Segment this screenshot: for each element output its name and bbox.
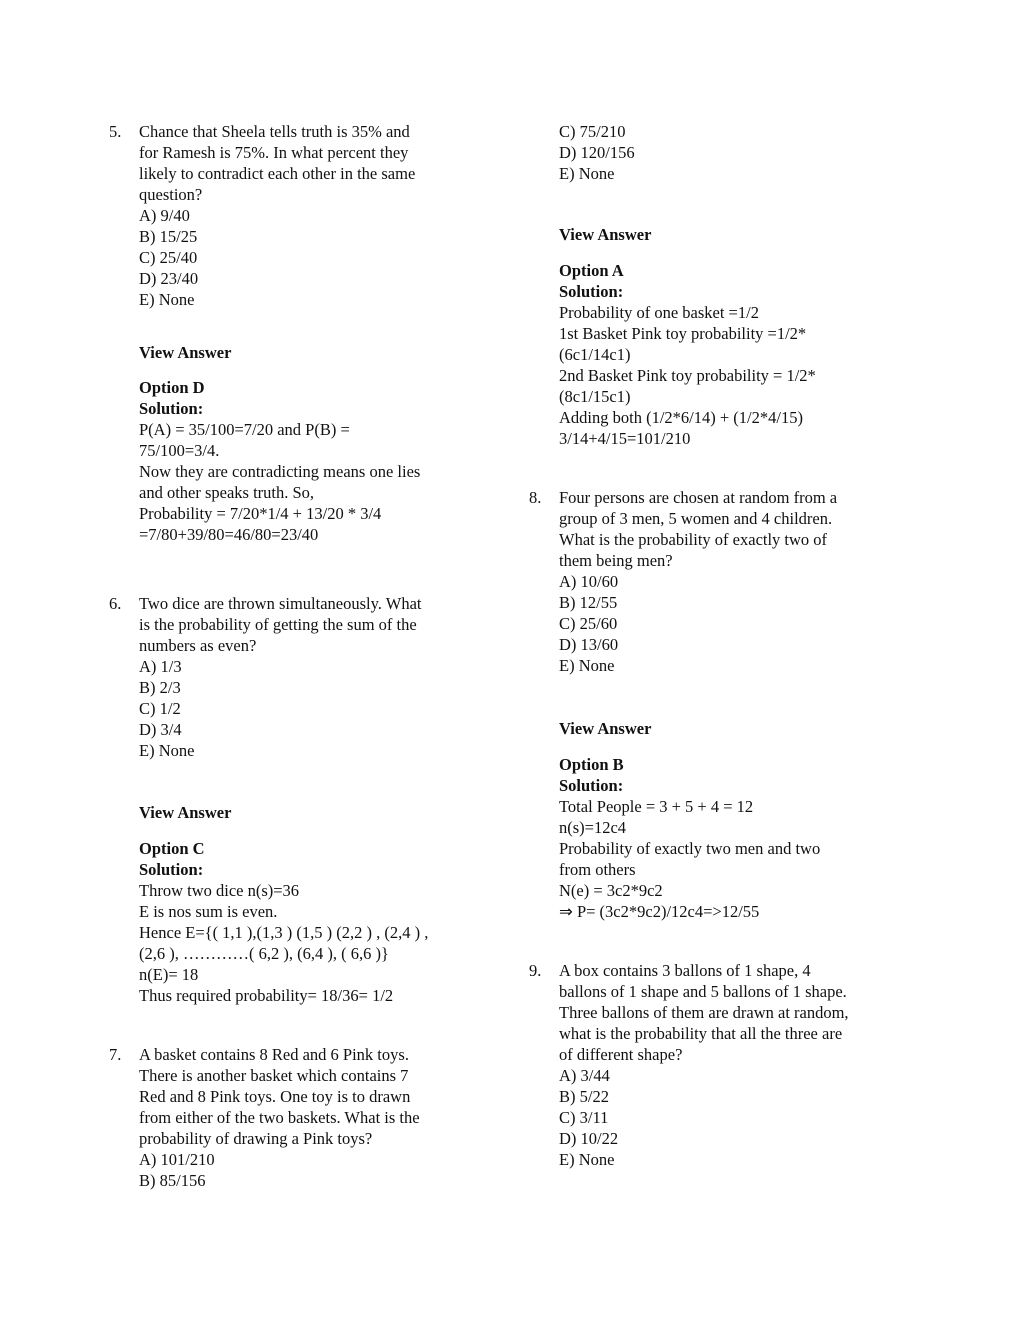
question-line: likely to contradict each other in the same	[139, 164, 416, 183]
question-number: 6.	[109, 594, 122, 613]
question-line: A basket contains 8 Red and 6 Pink toys.	[139, 1045, 409, 1064]
question-line: E) None	[559, 164, 615, 183]
question-number: 5.	[109, 122, 122, 141]
question-line: B) 15/25	[139, 227, 198, 246]
question-text	[139, 1044, 420, 1191]
view-answer-block	[559, 718, 651, 739]
solution-block	[559, 260, 816, 449]
question-line: C) 75/210	[559, 122, 626, 141]
solution-line: Probability of one basket =1/2	[559, 303, 759, 322]
solution-line: P(A) = 35/100=7/20 and P(B) =	[139, 420, 350, 439]
solution-line: Throw two dice n(s)=36	[139, 881, 300, 900]
question-line: C) 3/11	[559, 1108, 609, 1127]
question-text	[559, 960, 849, 1170]
question-line: Chance that Sheela tells truth is 35% and	[139, 122, 410, 141]
solution-line: from others	[559, 860, 636, 879]
question-line: E) None	[559, 1150, 615, 1169]
answer-option: Option D	[139, 378, 205, 397]
solution-line: 1st Basket Pink toy probability =1/2*	[559, 324, 807, 343]
question-line: what is the probability that all the three are	[559, 1024, 843, 1043]
question-line: of different shape?	[559, 1045, 683, 1064]
solution-line: 2nd Basket Pink toy probability = 1/2*	[559, 366, 816, 385]
solution-line: E is nos sum is even.	[139, 902, 278, 921]
solution-line: Total People = 3 + 5 + 4 = 12	[559, 797, 754, 816]
solution-block	[139, 377, 420, 545]
question-line: B) 12/55	[559, 593, 618, 612]
solution-line: 3/14+4/15=101/210	[559, 429, 691, 448]
view-answer-link[interactable]: View Answer	[559, 719, 652, 738]
question-line: Four persons are chosen at random from a	[559, 488, 838, 507]
view-answer-link[interactable]: View Answer	[139, 803, 232, 822]
solution-line: (2,6 ), …………( 6,2 ), (6,4 ), ( 6,6 )}	[139, 944, 389, 963]
solution-line: n(s)=12c4	[559, 818, 627, 837]
solution-line: =7/80+39/80=46/80=23/40	[139, 525, 319, 544]
question-line: B) 2/3	[139, 678, 181, 697]
solution-line: and other speaks truth. So,	[139, 483, 315, 502]
view-answer-link[interactable]: View Answer	[139, 343, 232, 362]
solution-label: Solution:	[139, 399, 204, 418]
answer-option: Option A	[559, 261, 624, 280]
view-answer-block	[139, 342, 231, 363]
question-line: D) 23/40	[139, 269, 199, 288]
question-line: There is another basket which contains 7	[139, 1066, 409, 1085]
question-line: them being men?	[559, 551, 673, 570]
view-answer-block	[559, 224, 651, 245]
solution-line: Adding both (1/2*6/14) + (1/2*4/15)	[559, 408, 803, 427]
question-text	[559, 487, 837, 676]
question-line: Three ballons of them are drawn at random,	[559, 1003, 849, 1022]
question-line: Two dice are thrown simultaneously. What	[139, 594, 422, 613]
question-line: C) 25/40	[139, 248, 198, 267]
question-text	[139, 121, 415, 310]
question-line: A) 101/210	[139, 1150, 215, 1169]
solution-line: (6c1/14c1)	[559, 345, 631, 364]
question-line: group of 3 men, 5 women and 4 children.	[559, 509, 833, 528]
question-line: from either of the two baskets. What is the	[139, 1108, 420, 1127]
question-line: D) 3/4	[139, 720, 182, 739]
question-line: D) 120/156	[559, 143, 635, 162]
solution-line: Probability of exactly two men and two	[559, 839, 821, 858]
question-text-continued	[559, 121, 635, 184]
solution-line: (8c1/15c1)	[559, 387, 631, 406]
question-line: B) 5/22	[559, 1087, 609, 1106]
solution-line: Probability = 7/20*1/4 + 13/20 * 3/4	[139, 504, 382, 523]
question-line: C) 1/2	[139, 699, 181, 718]
solution-label: Solution:	[559, 776, 624, 795]
question-line: A) 10/60	[559, 572, 619, 591]
solution-line: 75/100=3/4.	[139, 441, 220, 460]
question-line: What is the probability of exactly two of	[559, 530, 828, 549]
question-line: A box contains 3 ballons of 1 shape, 4	[559, 961, 811, 980]
answer-option: Option B	[559, 755, 624, 774]
question-line: for Ramesh is 75%. In what percent they	[139, 143, 409, 162]
solution-block	[139, 838, 428, 1006]
view-answer-link[interactable]: View Answer	[559, 225, 652, 244]
solution-line: n(E)= 18	[139, 965, 199, 984]
question-number: 7.	[109, 1045, 122, 1064]
solution-line: Now they are contradicting means one lies	[139, 462, 421, 481]
solution-line: Thus required probability= 18/36= 1/2	[139, 986, 394, 1005]
question-line: numbers as even?	[139, 636, 257, 655]
question-line: A) 9/40	[139, 206, 190, 225]
question-line: ballons of 1 shape and 5 ballons of 1 shape.	[559, 982, 847, 1001]
solution-line: ⇒ P= (3c2*9c2)/12c4=>12/55	[559, 902, 760, 921]
solution-label: Solution:	[559, 282, 624, 301]
solution-line: N(e) = 3c2*9c2	[559, 881, 663, 900]
question-line: B) 85/156	[139, 1171, 206, 1190]
question-number: 8.	[529, 488, 542, 507]
view-answer-block	[139, 802, 231, 823]
question-line: question?	[139, 185, 203, 204]
solution-label: Solution:	[139, 860, 204, 879]
question-line: D) 13/60	[559, 635, 619, 654]
solution-line: Hence E={( 1,1 ),(1,3 ) (1,5 ) (2,2 ) , (2,4 ) ,	[139, 923, 429, 942]
question-line: E) None	[139, 741, 195, 760]
answer-option: Option C	[139, 839, 205, 858]
question-line: A) 3/44	[559, 1066, 610, 1085]
question-line: is the probability of getting the sum of the	[139, 615, 417, 634]
question-line: Red and 8 Pink toys. One toy is to drawn	[139, 1087, 411, 1106]
question-line: E) None	[139, 290, 195, 309]
question-text	[139, 593, 421, 761]
question-line: D) 10/22	[559, 1129, 619, 1148]
solution-block	[559, 754, 820, 922]
question-line: E) None	[559, 656, 615, 675]
question-line: A) 1/3	[139, 657, 182, 676]
question-line: C) 25/60	[559, 614, 618, 633]
question-number: 9.	[529, 961, 542, 980]
question-line: probability of drawing a Pink toys?	[139, 1129, 373, 1148]
